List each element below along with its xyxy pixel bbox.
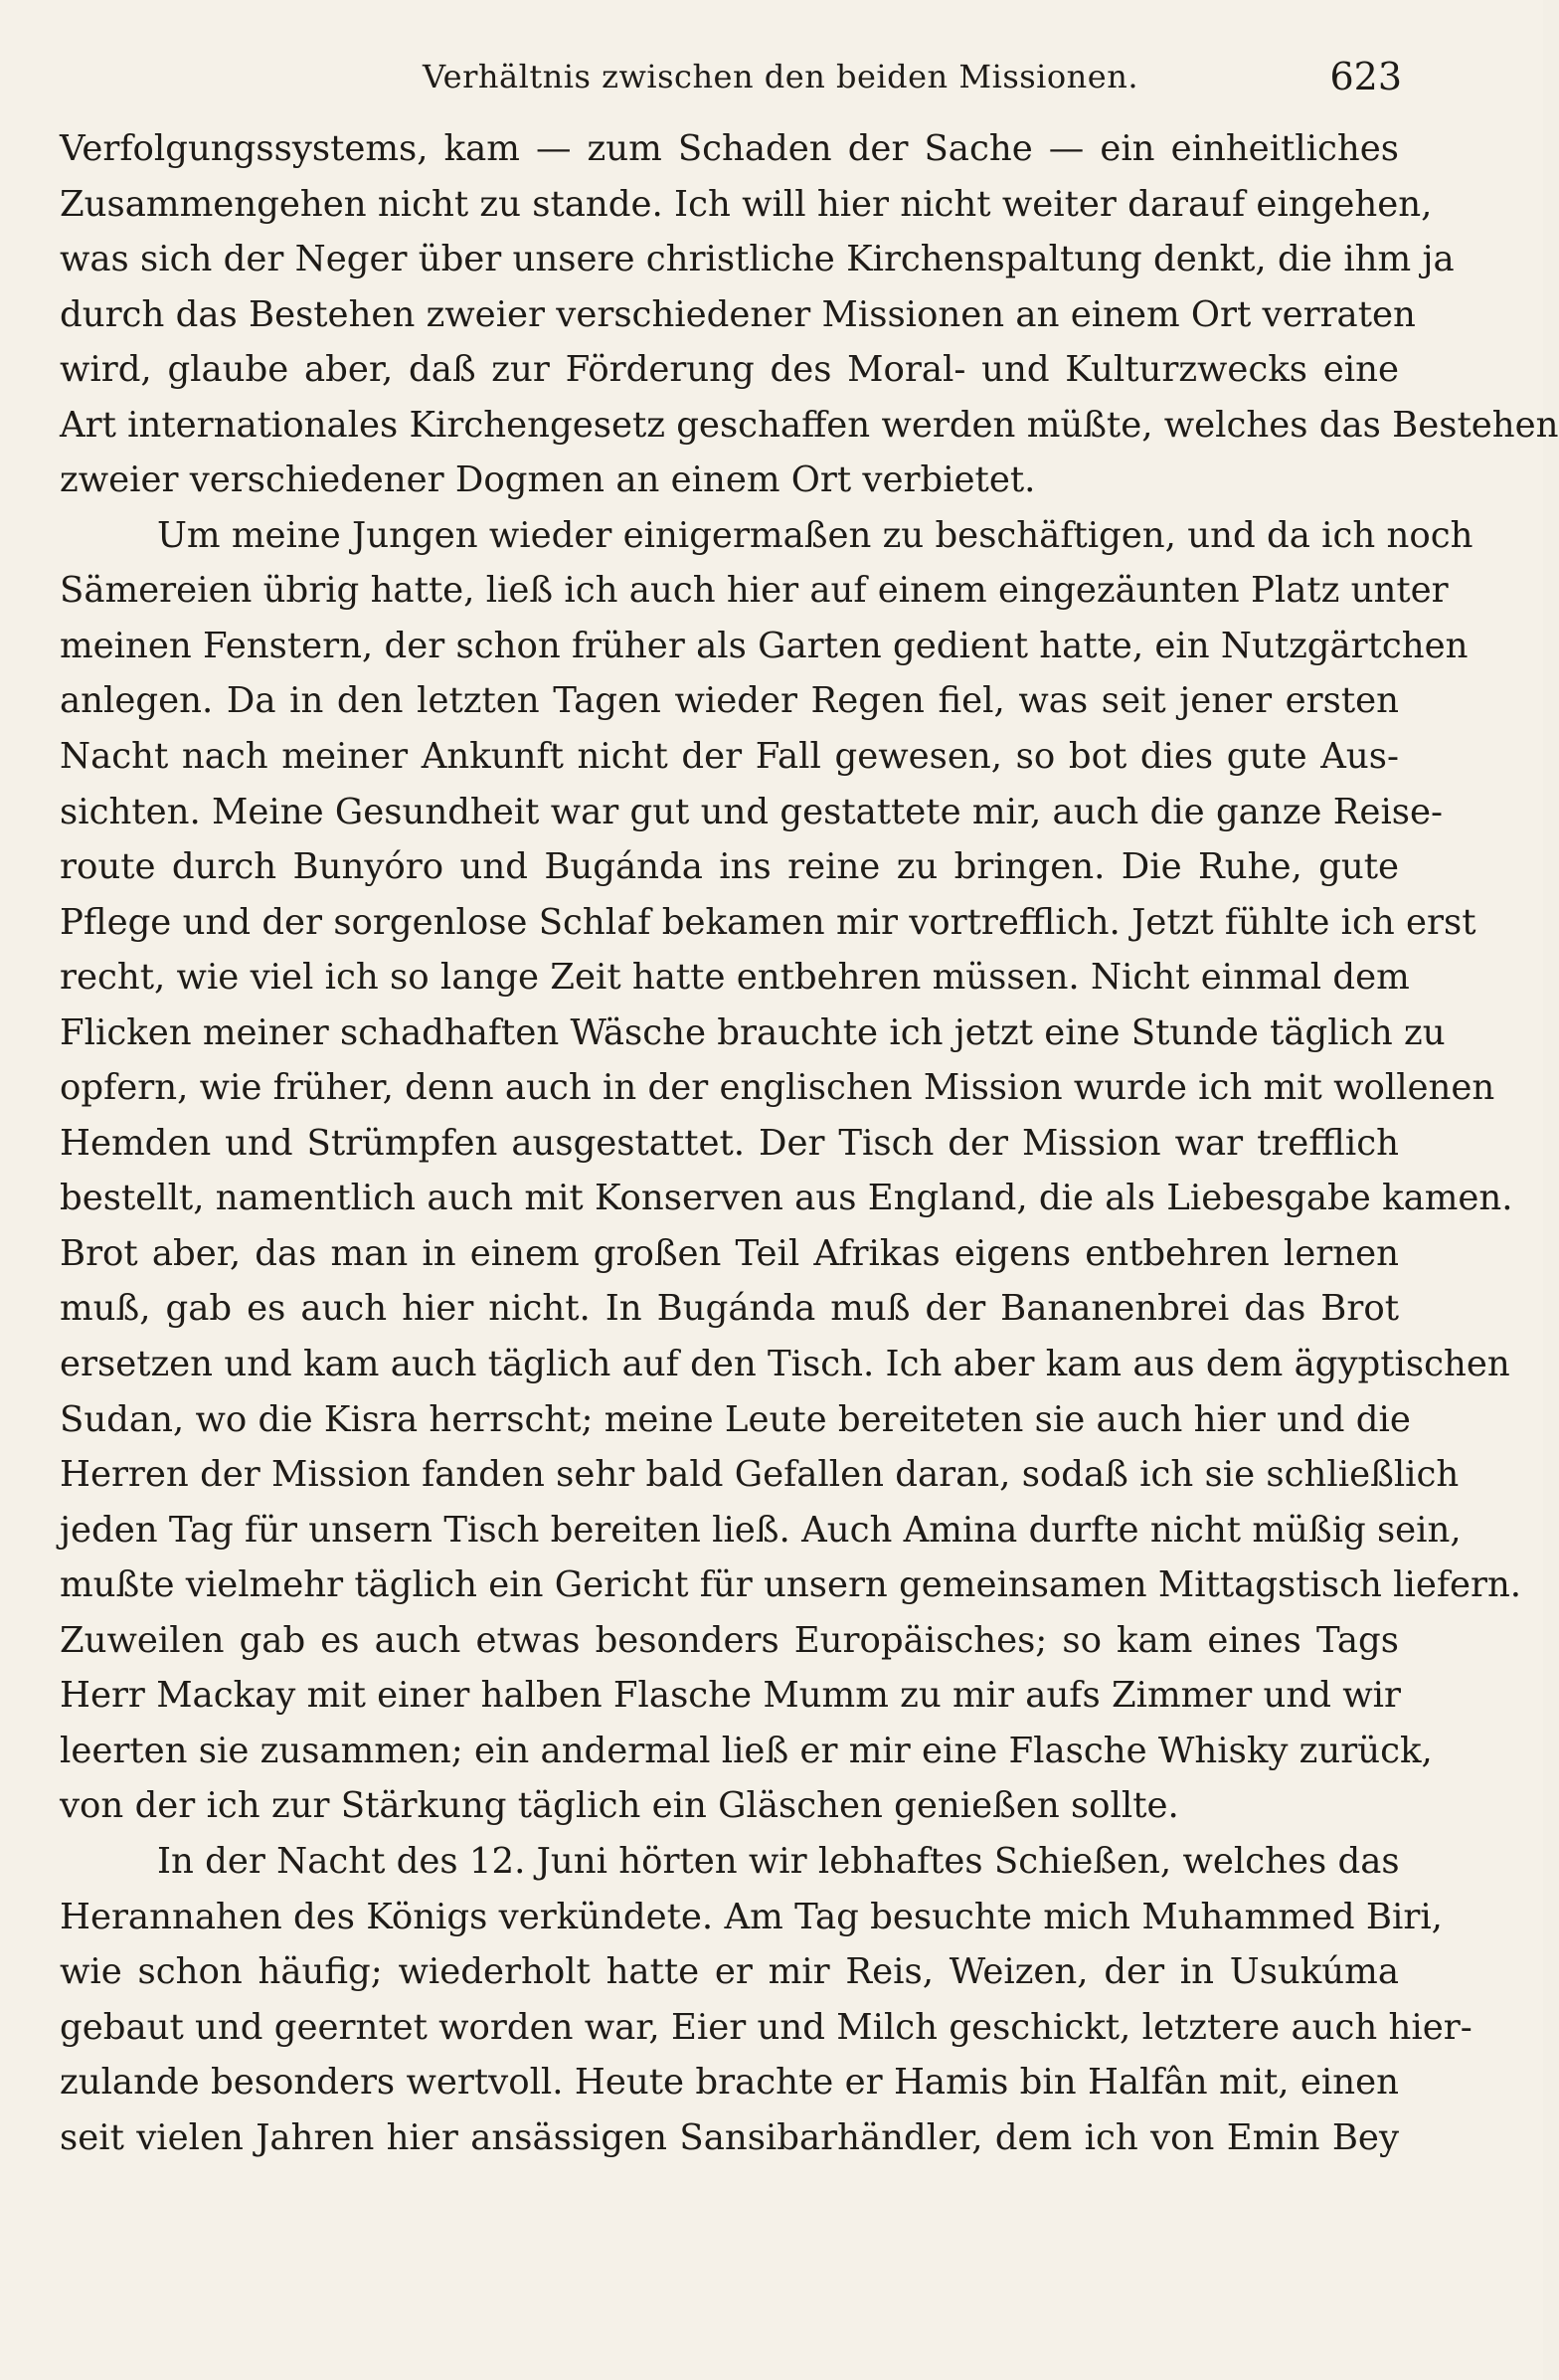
text-line: jeden Tag für unsern Tisch bereiten ließ. Auch Amina durfte nicht müßig sein, <box>60 1509 1462 1551</box>
text-line: Herren der Mission fanden sehr bald Gefallen daran, sodaß ich sie schließlich <box>60 1454 1460 1496</box>
text-line: Flicken meiner schadhaften Wäsche brauchte ich jetzt eine Stunde täglich zu <box>60 1011 1446 1053</box>
text-line: bestellt, namentlich auch mit Konserven aus England, die als Liebesgabe kamen. <box>60 1178 1513 1219</box>
text-line: Hemden und Strümpfen ausgestattet. Der Tisch der Mission war trefflich <box>60 1122 1399 1164</box>
text-line: seit vielen Jahren hier ansässigen Sansibarhändler, dem ich von Emin Bey <box>60 2116 1399 2158</box>
text-line: Sämereien übrig hatte, ließ ich auch hier auf einem eingezäunten Platz unter <box>60 570 1449 612</box>
text-line: In der Nacht des 12. Juni hörten wir lebhaftes Schießen, welches das <box>157 1840 1400 1882</box>
text-line: anlegen. Da in den letzten Tagen wieder Regen fiel, was seit jener ersten <box>60 680 1399 722</box>
running-title: Verhältnis zwischen den beiden Missionen. <box>422 58 1138 95</box>
text-line: Verfolgungssystems, kam — zum Schaden der Sache — ein einheitliches <box>60 128 1399 169</box>
text-line: durch das Bestehen zweier verschiedener Missionen an einem Ort verraten <box>60 293 1416 335</box>
text-line: Zuweilen gab es auch etwas besonders Europäisches; so kam eines Tags <box>60 1619 1399 1661</box>
text-line: meinen Fenstern, der schon früher als Garten gedient hatte, ein Nutzgärtchen <box>60 625 1469 666</box>
text-line: ersetzen und kam auch täglich auf den Tisch. Ich aber kam aus dem ägyptischen <box>60 1344 1510 1385</box>
text-line: Herr Mackay mit einer halben Flasche Mumm zu mir aufs Zimmer und wir <box>60 1675 1401 1717</box>
text-line: route durch Bunyóro und Bugánda ins reine zu bringen. Die Ruhe, gute <box>60 846 1399 888</box>
text-line: Nacht nach meiner Ankunft nicht der Fall gewesen, so bot dies gute Aus- <box>60 736 1399 778</box>
text-line: was sich der Neger über unsere christliche Kirchenspaltung denkt, die ihm ja <box>60 239 1455 280</box>
page-header <box>159 52 1402 101</box>
page-number: 623 <box>1329 55 1402 98</box>
text-line: wie schon häufig; wiederholt hatte er mir Reis, Weizen, der in Usukúma <box>60 1951 1399 1993</box>
text-line: leerten sie zusammen; ein andermal ließ er mir eine Flasche Whisky zurück, <box>60 1730 1433 1771</box>
text-line: gebaut und geerntet worden war, Eier und Milch geschickt, letztere auch hier- <box>60 2006 1472 2048</box>
text-line: Art internationales Kirchengesetz geschaffen werden müßte, welches das Bestehen <box>60 404 1559 446</box>
text-line: wird, glaube aber, daß zur Förderung des Moral- und Kulturzwecks eine <box>60 349 1399 391</box>
text-line: opfern, wie früher, denn auch in der englischen Mission wurde ich mit wollenen <box>60 1067 1495 1109</box>
text-line: zweier verschiedener Dogmen an einem Ort verbietet. <box>60 459 1036 501</box>
text-line: Sudan, wo die Kisra herrscht; meine Leute bereiteten sie auch hier und die <box>60 1398 1411 1440</box>
text-line: Herannahen des Königs verkündete. Am Tag besuchte mich Muhammed Biri, <box>60 1896 1443 1937</box>
text-line: Brot aber, das man in einem großen Teil Afrikas eigens entbehren lernen <box>60 1232 1399 1274</box>
text-line: Um meine Jungen wieder einigermaßen zu beschäftigen, und da ich noch <box>157 514 1473 556</box>
text-line: sichten. Meine Gesundheit war gut und gestattete mir, auch die ganze Reise- <box>60 791 1444 832</box>
text-line: Zusammengehen nicht zu stande. Ich will hier nicht weiter darauf eingehen, <box>60 183 1433 225</box>
text-line: mußte vielmehr täglich ein Gericht für unsern gemeinsamen Mittagstisch liefern. <box>60 1564 1522 1606</box>
body-text <box>60 121 1559 2165</box>
text-line: zulande besonders wertvoll. Heute brachte er Hamis bin Halfân mit, einen <box>60 2062 1399 2104</box>
text-line: Pflege und der sorgenlose Schlaf bekamen mir vortrefflich. Jetzt fühlte ich erst <box>60 901 1476 943</box>
text-line: von der ich zur Stärkung täglich ein Gläschen genießen sollte. <box>60 1785 1179 1827</box>
text-line: recht, wie viel ich so lange Zeit hatte entbehren müssen. Nicht einmal dem <box>60 957 1410 999</box>
text-line: muß, gab es auch hier nicht. In Bugánda muß der Bananenbrei das Brot <box>60 1288 1399 1330</box>
